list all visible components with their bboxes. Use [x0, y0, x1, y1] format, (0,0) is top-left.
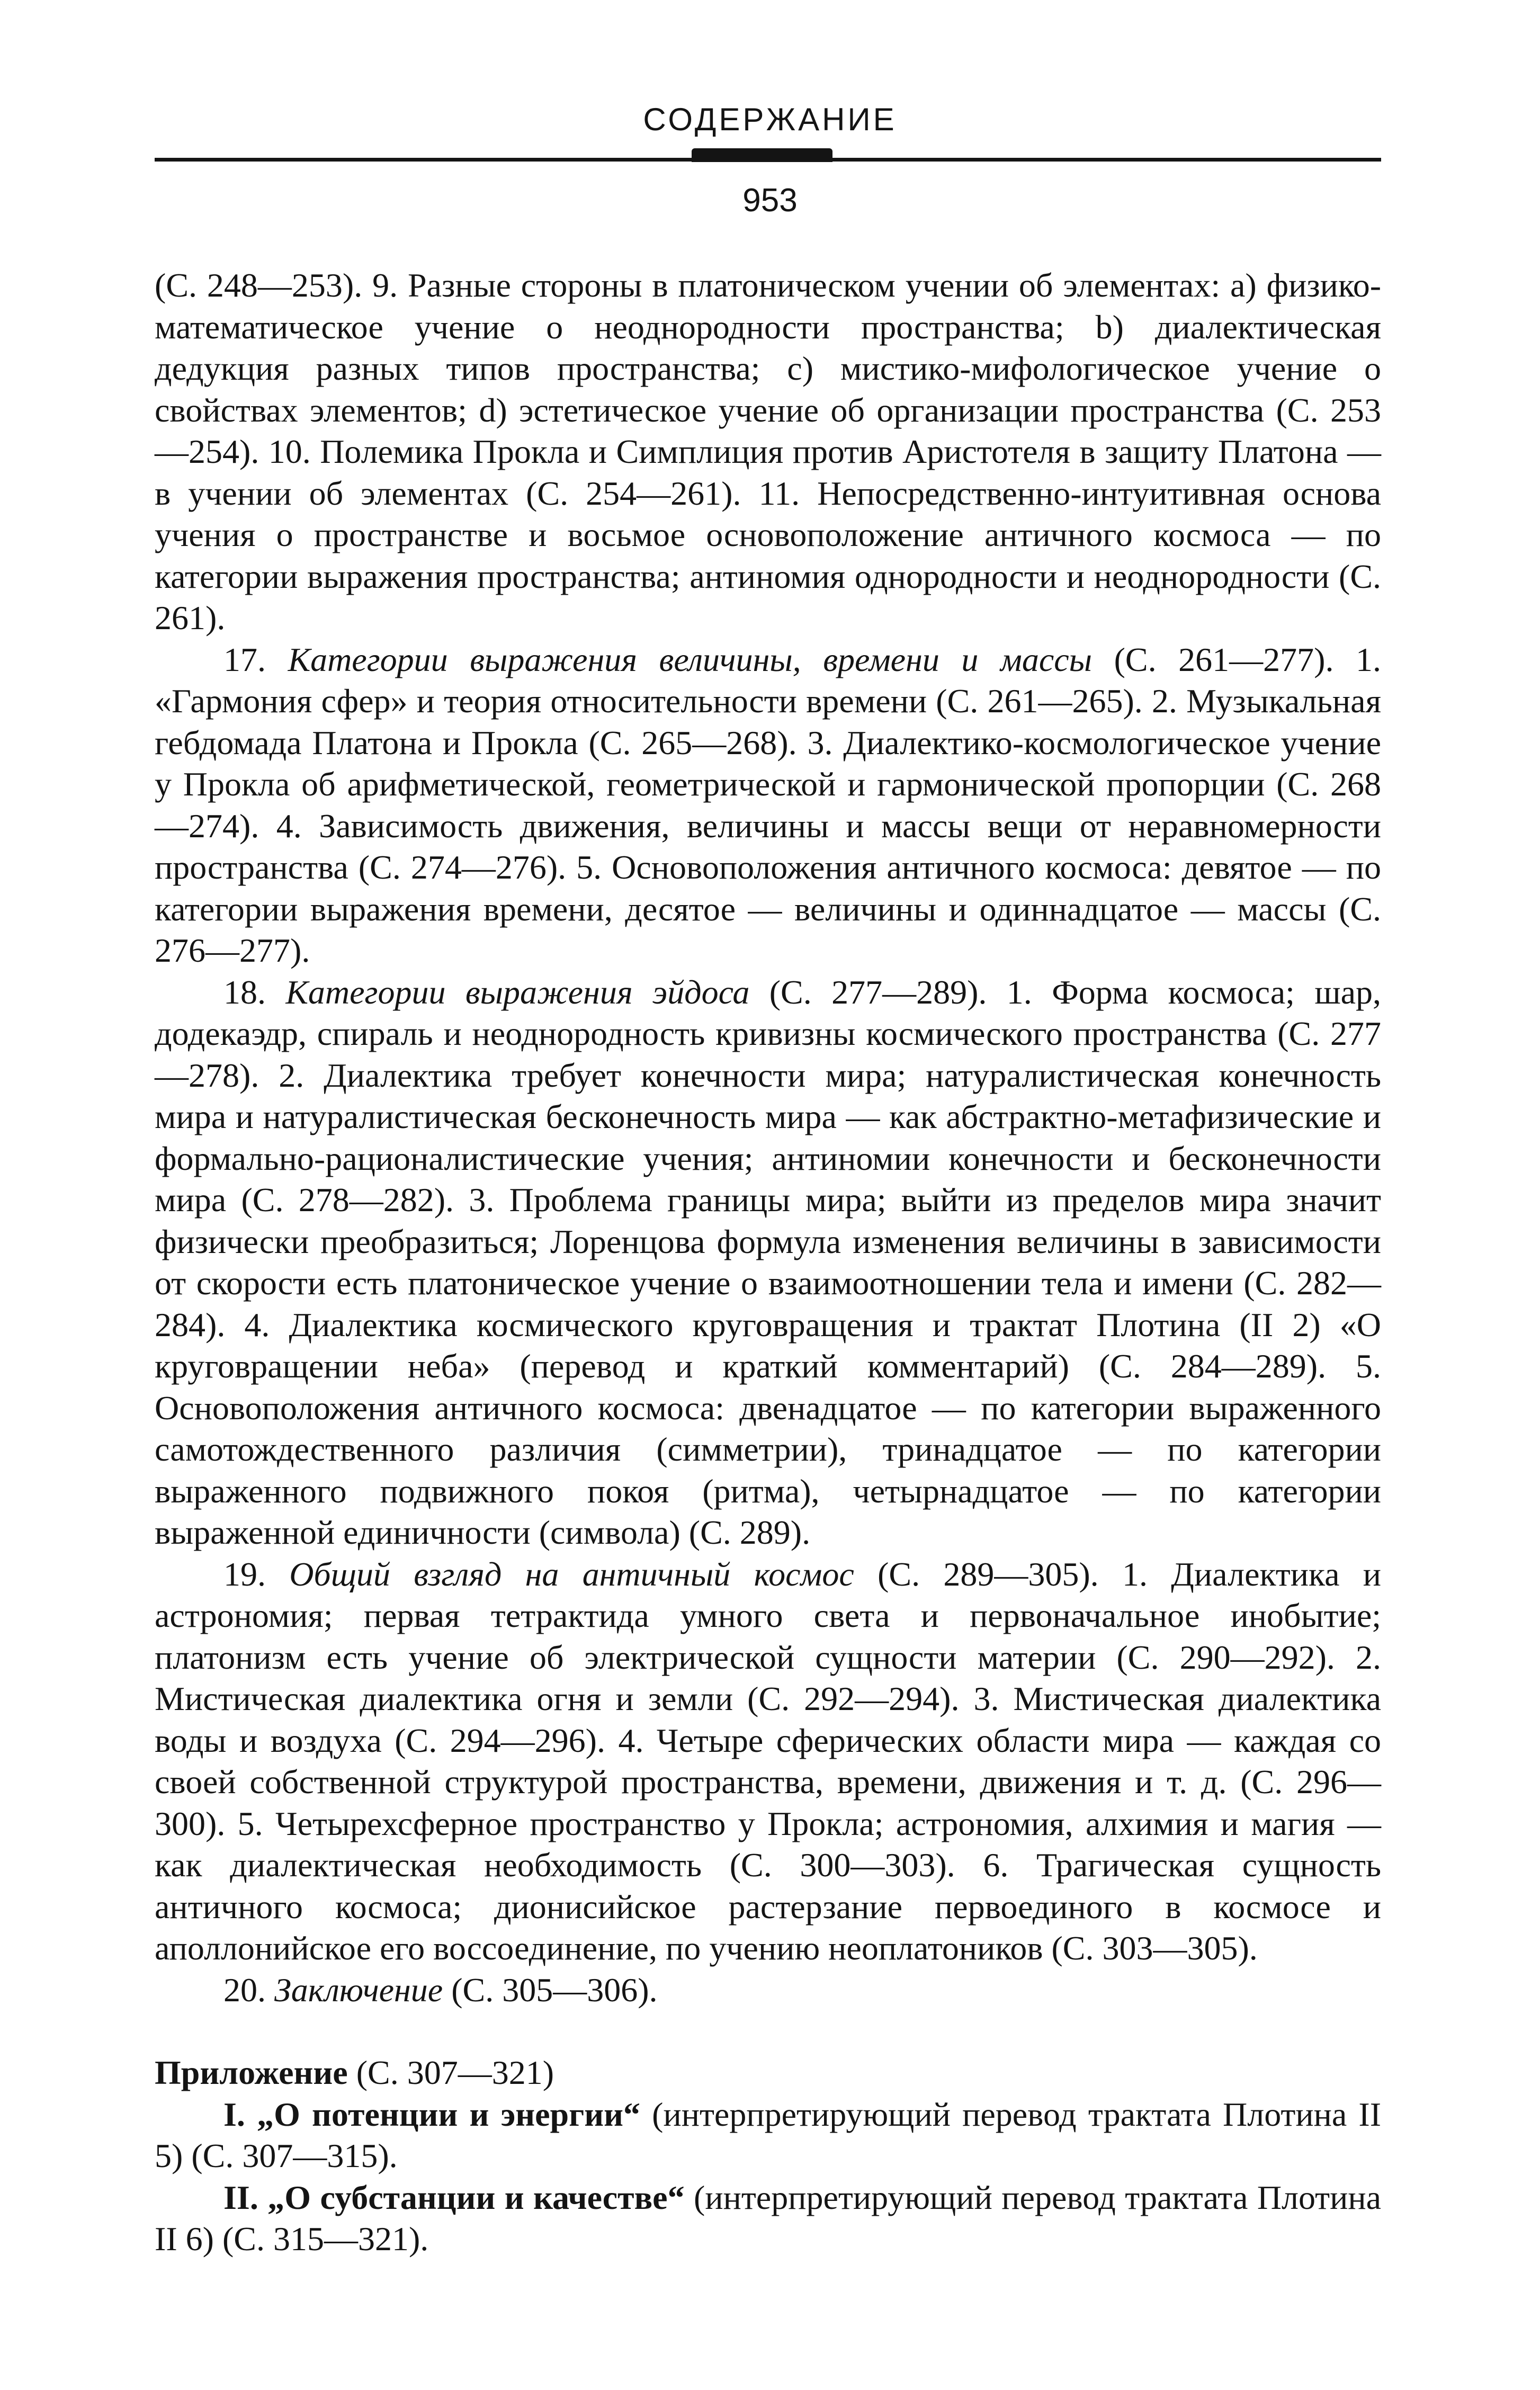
section-number: 17.	[223, 640, 266, 678]
appendix-item-1	[155, 2094, 1381, 2177]
appendix-item-text: (интерпретирующий перевод трактата Плотина II 5) (С. 307—315).	[155, 2095, 1382, 2174]
appendix-item-title: „О потенции и энергии“	[257, 2095, 640, 2133]
appendix-item-text: (интерпретирующий перевод трактата Плотина II 6) (С. 315—321).	[155, 2178, 1381, 2258]
section-text: (С. 305—306).	[451, 1971, 658, 2009]
section-17	[155, 639, 1381, 972]
section-title: Заключение	[274, 1971, 443, 2009]
contents-body	[155, 265, 1381, 2260]
section-title: Категории выражения эйдоса	[285, 973, 750, 1011]
appendix-item-title: „О субстанции и качестве“	[267, 2178, 685, 2216]
appendix-title: Приложение	[155, 2054, 348, 2091]
section-text: (С. 261—277). 1. «Гармония сфер» и теория относительности времени (С. 261—265). 2. Музыкальная гебдомада Платона и Прокла (С. 265—268). 3. Диалектико-космологическое учение у Прокла об арифметической, геометрической и гармонической пропорции (С. 268—274). 4. Зависимость движения, величины и массы вещи от неравномерности пространства (С. 274—276). 5. Основоположения античного космоса: девятое — по категории выражения времени, десятое — величины и одиннадцатое — массы (С. 276—277).	[155, 640, 1382, 969]
section-19	[155, 1554, 1381, 1970]
appendix-pages: (С. 307—321)	[356, 2054, 554, 2091]
page-number: 953	[742, 182, 798, 219]
appendix-heading	[155, 2052, 1381, 2094]
section-20	[155, 1970, 1381, 2011]
section-number: 20.	[223, 1971, 266, 2009]
continuation-paragraph: (С. 248—253). 9. Разные стороны в платоническом учении об элементах: а) физико-математическое учение о неоднородности пространства; b) диалектическая дедукция разных типов пространства; с) мистико-мифологическое учение о свойствах элементов; d) эстетическое учение об организации пространства (С. 253—254). 10. Полемика Прокла и Симплиция против Аристотеля в защиту Платона — в учении об элементах (С. 254—261). 11. Непосредственно-интуитивная основа учения о пространстве и восьмое основоположение античного космоса — по категории выражения пространства; антиномия однородности и неоднородности (С. 261).	[155, 266, 1381, 637]
section-text: (С. 277—289). 1. Форма космоса; шар, додекаэдр, спираль и неоднородность кривизны космического пространства (С. 277—278). 2. Диалектика требует конечности мира; натуралистическая конечность мира и натуралистическая бесконечность мира — как абстрактно-метафизические и формально-рационалистические учения; антиномии конечности и бесконечности мира (С. 278—282). 3. Проблема границы мира; выйти из пределов мира значит физически преобразиться; Лоренцова формула изменения величины в зависимости от скорости есть платоническое учение о взаимоотношении тела и имени (С. 282—284). 4. Диалектика космического круговращения и трактат Плотина (II 2) «О круговращении неба» (перевод и краткий комментарий) (С. 284—289). 5. Основоположения античного космоса: двенадцатое — по категории выраженного самотождественного различия (симметрии), тринадцатое — по категории выраженного подвижного покоя (ритма), четырнадцатое — по категории выраженной единичности (символа) (С. 289).	[155, 973, 1382, 1551]
appendix-item-number: I.	[223, 2095, 245, 2133]
appendix-item-number: II.	[223, 2178, 258, 2216]
section-18	[155, 972, 1381, 1554]
section-number: 18.	[223, 973, 266, 1011]
section-text: (С. 289—305). 1. Диалектика и астрономия; первая тетрактида умного света и первоначальное инобытие; платонизм есть учение об электрической сущности материи (С. 290—292). 2. Мистическая диалектика огня и земли (С. 292—294). 3. Мистическая диалектика воды и воздуха (С. 294—296). 4. Четыре сферических области мира — каждая со своей собственной структурой пространства, времени, движения и т. д. (С. 296—300). 5. Четырехсферное пространство у Прокла; астрономия, алхимия и магия — как диалектическая необходимость (С. 300—303). 6. Трагическая сущность античного космоса; дионисийское растерзание первоединого в космосе и аполлонийское его воссоединение, по учению неоплатоников (С. 303—305).	[155, 1555, 1382, 1967]
section-title: Общий взгляд на античный космос	[289, 1555, 854, 1593]
section-spacer	[155, 2011, 1381, 2052]
header-rule	[155, 158, 1381, 162]
section-number: 19.	[223, 1555, 266, 1593]
section-title: Категории выражения величины, времени и массы	[288, 640, 1092, 678]
appendix-item-2	[155, 2177, 1381, 2260]
running-title: СОДЕРЖАНИЕ	[643, 102, 897, 137]
